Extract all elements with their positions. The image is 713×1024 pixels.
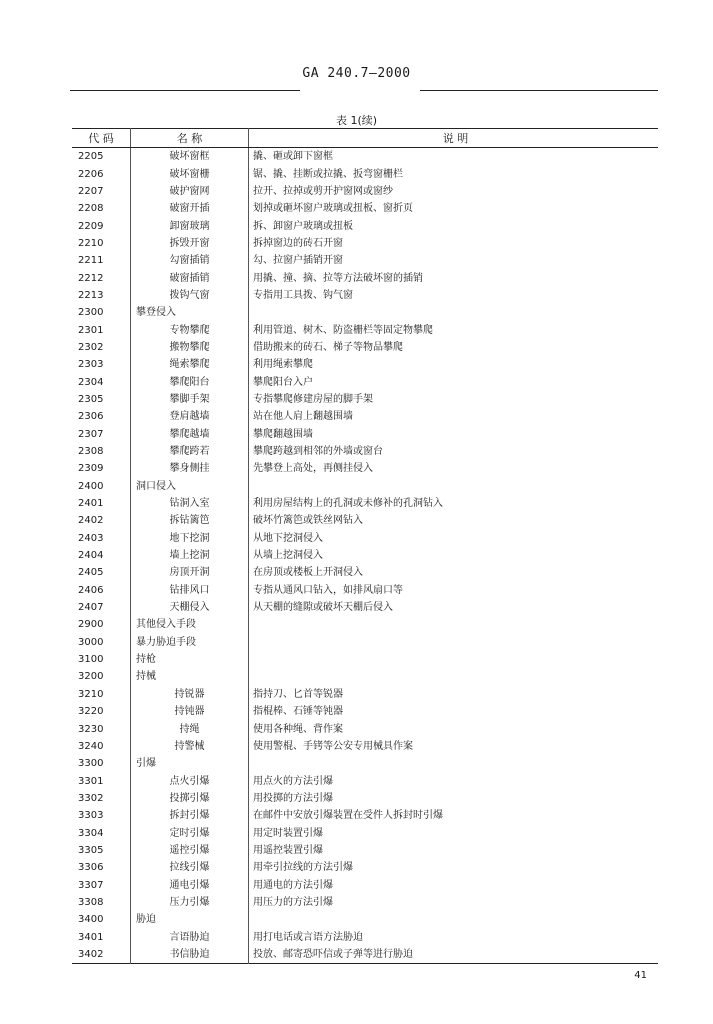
row-name-cell — [131, 928, 249, 945]
table-row — [72, 599, 658, 616]
row-description: 专指用工具拨、钩气窗 — [253, 289, 353, 301]
row-name: 勾窗插销 — [169, 255, 210, 267]
table-row — [72, 790, 658, 807]
row-name-cell — [131, 391, 249, 408]
row-code: 2209 — [78, 220, 104, 232]
row-name-cell — [131, 165, 249, 182]
row-name-cell — [131, 148, 249, 166]
row-name-cell — [131, 530, 249, 547]
row-name: 拆毁开窗 — [169, 237, 210, 249]
row-code: 2300 — [78, 307, 104, 319]
row-name: 破坏窗框 — [169, 151, 210, 163]
row-code: 2205 — [78, 151, 104, 163]
table-row — [72, 512, 658, 529]
standard-number: GA 240.7—2000 — [302, 66, 411, 81]
row-name: 定时引爆 — [169, 827, 210, 839]
table-row — [72, 408, 658, 425]
row-name-cell — [131, 478, 249, 495]
row-name: 拨钩气窗 — [169, 289, 210, 301]
row-description: 指棍棒、石锤等钝器 — [253, 706, 343, 718]
table-row — [72, 339, 658, 356]
table-row — [72, 373, 658, 390]
code-table — [72, 128, 658, 964]
row-description: 勾、拉窗户插销开窗 — [253, 255, 343, 267]
row-name: 搬物攀爬 — [169, 341, 210, 353]
row-code: 2303 — [78, 359, 104, 371]
row-name-cell — [131, 894, 249, 911]
row-description: 从墙上挖洞侵入 — [253, 550, 323, 562]
row-description: 在邮件中安放引爆装置在受件人拆封时引爆 — [253, 810, 443, 822]
row-description: 拆掉窗边的砖石开窗 — [253, 237, 343, 249]
row-code: 2301 — [78, 324, 104, 336]
table-row — [72, 616, 658, 633]
row-name: 持锐器 — [174, 688, 205, 700]
page-number: 41 — [634, 970, 647, 981]
table-row — [72, 651, 658, 668]
row-code: 2207 — [78, 185, 104, 197]
row-name: 持绳 — [179, 723, 200, 735]
row-name: 持械 — [136, 671, 156, 683]
row-code: 2212 — [78, 272, 104, 284]
row-description: 拆、卸窗户玻璃或扭板 — [253, 220, 353, 232]
table-row — [72, 165, 658, 182]
column-header-name: 名 称 — [131, 129, 249, 148]
row-description: 先攀登上高处，再侧挂侵入 — [253, 463, 373, 475]
row-name: 攀爬跨若 — [169, 446, 210, 458]
row-description: 从地下挖洞侵入 — [253, 532, 323, 544]
row-description: 使用警棍、手铐等公安专用械具作案 — [253, 740, 413, 752]
table-row — [72, 824, 658, 841]
row-code: 3303 — [78, 810, 104, 822]
row-name-cell — [131, 599, 249, 616]
row-code: 2406 — [78, 584, 104, 596]
row-name: 胁迫 — [136, 914, 156, 926]
row-name-cell — [131, 703, 249, 720]
table-row — [72, 391, 658, 408]
row-code: 3307 — [78, 879, 104, 891]
row-name-cell — [131, 235, 249, 252]
row-description: 破坏竹篱笆或铁丝网钻入 — [253, 515, 363, 527]
table-row — [72, 321, 658, 338]
table-row — [72, 217, 658, 234]
row-code: 2403 — [78, 532, 104, 544]
row-code: 3401 — [78, 931, 104, 943]
table-row — [72, 582, 658, 599]
table-row — [72, 772, 658, 789]
table-row — [72, 859, 658, 876]
table-row — [72, 634, 658, 651]
row-name: 言语胁迫 — [169, 931, 210, 943]
row-name: 破窗插销 — [169, 272, 210, 284]
table-row — [72, 720, 658, 737]
table-row — [72, 495, 658, 512]
row-name: 通电引爆 — [169, 879, 210, 891]
table-row — [72, 287, 658, 304]
row-description — [249, 616, 659, 633]
row-code: 3000 — [78, 636, 104, 648]
table-row — [72, 269, 658, 286]
table-row — [72, 356, 658, 373]
row-name: 攀脚手架 — [169, 393, 210, 405]
row-code: 2304 — [78, 376, 104, 388]
row-name: 卸窗玻璃 — [169, 220, 210, 232]
row-name: 拉线引爆 — [169, 862, 210, 874]
row-name: 引爆 — [136, 758, 156, 770]
row-name-cell — [131, 876, 249, 893]
row-name: 持枪 — [136, 654, 156, 666]
row-code: 2405 — [78, 567, 104, 579]
row-description: 用定时装置引爆 — [253, 827, 323, 839]
row-name: 持钝器 — [174, 706, 205, 718]
table-row — [72, 547, 658, 564]
row-description: 用投掷的方法引爆 — [253, 792, 333, 804]
row-code: 2407 — [78, 602, 104, 614]
table-row — [72, 460, 658, 477]
table-row — [72, 235, 658, 252]
row-name-cell — [131, 408, 249, 425]
row-description: 用遥控装置引爆 — [253, 844, 323, 856]
row-description — [249, 634, 659, 651]
row-description: 拉开、拉掉或剪开护窗网或窗纱 — [253, 185, 393, 197]
table-row — [72, 911, 658, 928]
table-row — [72, 426, 658, 443]
row-code: 2213 — [78, 289, 104, 301]
row-description: 用通电的方法引爆 — [253, 879, 333, 891]
table-row — [72, 686, 658, 703]
table-row — [72, 755, 658, 772]
table-row — [72, 894, 658, 911]
table-row — [72, 807, 658, 824]
row-description: 用撬、撞、摘、拉等方法破坏窗的插销 — [253, 272, 423, 284]
row-name-cell — [131, 720, 249, 737]
row-description: 用压力的方法引爆 — [253, 896, 333, 908]
row-name: 破坏窗栅 — [169, 168, 210, 180]
row-name: 遥控引爆 — [169, 844, 210, 856]
row-code: 3304 — [78, 827, 104, 839]
row-name-cell — [131, 200, 249, 217]
row-description — [249, 478, 659, 495]
row-code: 2308 — [78, 446, 104, 458]
row-name-cell — [131, 859, 249, 876]
row-name-cell — [131, 183, 249, 200]
row-code: 3230 — [78, 723, 104, 735]
column-header-desc: 说 明 — [249, 129, 659, 148]
row-code: 3210 — [78, 688, 104, 700]
table-row — [72, 946, 658, 964]
table-row — [72, 738, 658, 755]
row-code: 2400 — [78, 480, 104, 492]
row-code: 2206 — [78, 168, 104, 180]
row-name-cell — [131, 269, 249, 286]
row-name-cell — [131, 564, 249, 581]
row-name-cell — [131, 824, 249, 841]
row-name-cell — [131, 686, 249, 703]
row-name: 压力引爆 — [169, 896, 210, 908]
table-header-row — [72, 129, 658, 148]
table-row — [72, 668, 658, 685]
table-row — [72, 928, 658, 945]
row-code: 2211 — [78, 255, 104, 267]
row-name: 点火引爆 — [169, 775, 210, 787]
row-code: 2305 — [78, 393, 104, 405]
row-description: 投放、邮寄恐吓信或子弹等进行胁迫 — [253, 948, 413, 960]
row-code: 3220 — [78, 706, 104, 718]
table-row — [72, 530, 658, 547]
row-name-cell — [131, 547, 249, 564]
row-code: 3100 — [78, 654, 104, 666]
row-name-cell — [131, 304, 249, 321]
row-code: 2402 — [78, 515, 104, 527]
row-description: 从天棚的缝隙或破坏天棚后侵入 — [253, 602, 393, 614]
header-rule-right — [420, 90, 658, 91]
table-row — [72, 842, 658, 859]
row-name-cell — [131, 443, 249, 460]
row-name-cell — [131, 512, 249, 529]
row-description: 用打电话或言语方法胁迫 — [253, 931, 363, 943]
row-name: 破护窗网 — [169, 185, 210, 197]
row-code: 2900 — [78, 619, 104, 631]
row-description: 在房顶或楼板上开洞侵入 — [253, 567, 363, 579]
row-name-cell — [131, 252, 249, 269]
row-name: 其他侵入手段 — [136, 619, 196, 631]
table-row — [72, 148, 658, 166]
row-name: 绳索攀爬 — [169, 359, 210, 371]
row-name-cell — [131, 217, 249, 234]
row-code: 3301 — [78, 775, 104, 787]
row-code: 2401 — [78, 498, 104, 510]
row-description: 用牵引拉线的方法引爆 — [253, 862, 353, 874]
row-description: 使用各种绳、背作案 — [253, 723, 343, 735]
row-code: 2302 — [78, 341, 104, 353]
row-name-cell — [131, 651, 249, 668]
row-description: 攀爬阳台入户 — [253, 376, 313, 388]
row-description — [249, 755, 659, 772]
row-name: 攀身侧挂 — [169, 463, 210, 475]
row-description: 专指攀爬修建房屋的脚手架 — [253, 393, 373, 405]
row-code: 3400 — [78, 914, 104, 926]
table-row — [72, 478, 658, 495]
row-description: 专指从通风口钻入，如排风扇口等 — [253, 584, 403, 596]
row-code: 2208 — [78, 203, 104, 215]
row-name: 攀爬阳台 — [169, 376, 210, 388]
row-code: 2306 — [78, 411, 104, 423]
row-description: 利用管道、树木、防盗栅栏等固定物攀爬 — [253, 324, 433, 336]
row-name: 钻排风口 — [169, 584, 210, 596]
table-row — [72, 564, 658, 581]
row-name-cell — [131, 339, 249, 356]
row-name: 攀爬越墙 — [169, 428, 210, 440]
row-name-cell — [131, 668, 249, 685]
row-code: 3302 — [78, 792, 104, 804]
row-name-cell — [131, 616, 249, 633]
row-name: 墙上挖洞 — [169, 550, 210, 562]
row-name: 专物攀爬 — [169, 324, 210, 336]
row-name-cell — [131, 356, 249, 373]
row-name-cell — [131, 373, 249, 390]
header-rule-left — [70, 90, 300, 91]
row-name-cell — [131, 738, 249, 755]
row-description: 站在他人肩上翻越围墙 — [253, 411, 353, 423]
row-name: 攀登侵入 — [136, 307, 176, 319]
table-row — [72, 200, 658, 217]
row-description: 锯、撬、挂断或拉撬、扳弯窗栅栏 — [253, 168, 403, 180]
row-name: 拆封引爆 — [169, 810, 210, 822]
row-code: 3402 — [78, 948, 104, 960]
table-caption: 表 1(续) — [335, 114, 378, 127]
row-name: 书信胁迫 — [169, 948, 210, 960]
table-row — [72, 876, 658, 893]
row-description: 利用绳索攀爬 — [253, 359, 313, 371]
row-name: 暴力胁迫手段 — [136, 636, 196, 648]
row-description — [249, 911, 659, 928]
row-code: 3240 — [78, 740, 104, 752]
row-name-cell — [131, 807, 249, 824]
row-name: 房顶开洞 — [169, 567, 210, 579]
row-description: 撬、砸或卸下窗框 — [253, 151, 333, 163]
row-name-cell — [131, 772, 249, 789]
row-name: 钻洞入室 — [169, 498, 210, 510]
row-description — [249, 304, 659, 321]
row-code: 2210 — [78, 237, 104, 249]
row-name: 天棚侵入 — [169, 602, 210, 614]
row-name-cell — [131, 426, 249, 443]
row-code: 3300 — [78, 758, 104, 770]
table-row — [72, 443, 658, 460]
row-name-cell — [131, 321, 249, 338]
row-name: 投掷引爆 — [169, 792, 210, 804]
row-code: 3306 — [78, 862, 104, 874]
row-name-cell — [131, 287, 249, 304]
row-code: 3200 — [78, 671, 104, 683]
row-name-cell — [131, 495, 249, 512]
table-row — [72, 183, 658, 200]
row-description: 攀爬翻越围墙 — [253, 428, 313, 440]
row-description: 划掉或砸坏窗户玻璃或扭板、窗折页 — [253, 203, 413, 215]
column-header-code: 代 码 — [72, 129, 131, 148]
row-name-cell — [131, 842, 249, 859]
row-name-cell — [131, 911, 249, 928]
table-row — [72, 252, 658, 269]
row-name-cell — [131, 582, 249, 599]
row-name-cell — [131, 755, 249, 772]
row-description: 用点火的方法引爆 — [253, 775, 333, 787]
row-code: 2307 — [78, 428, 104, 440]
row-code: 2404 — [78, 550, 104, 562]
row-name: 地下挖洞 — [169, 532, 210, 544]
row-name-cell — [131, 634, 249, 651]
row-name: 持警械 — [174, 740, 205, 752]
table-row — [72, 304, 658, 321]
row-name-cell — [131, 460, 249, 477]
row-description — [249, 668, 659, 685]
table-row — [72, 703, 658, 720]
row-name: 破窗开插 — [169, 203, 210, 215]
row-name-cell — [131, 946, 249, 964]
row-name-cell — [131, 790, 249, 807]
row-code: 3308 — [78, 896, 104, 908]
row-description: 攀爬跨越到相邻的外墙或窗台 — [253, 446, 383, 458]
row-name: 登肩越墙 — [169, 411, 210, 423]
row-name: 洞口侵入 — [136, 480, 176, 492]
row-description: 借助搬来的砖石、梯子等物品攀爬 — [253, 341, 403, 353]
row-code: 2309 — [78, 463, 104, 475]
row-description: 利用房屋结构上的孔洞或未修补的孔洞钻入 — [253, 498, 443, 510]
row-description: 指持刀、匕首等锐器 — [253, 688, 343, 700]
row-description — [249, 651, 659, 668]
row-code: 3305 — [78, 844, 104, 856]
row-name: 拆钻篱笆 — [169, 515, 210, 527]
